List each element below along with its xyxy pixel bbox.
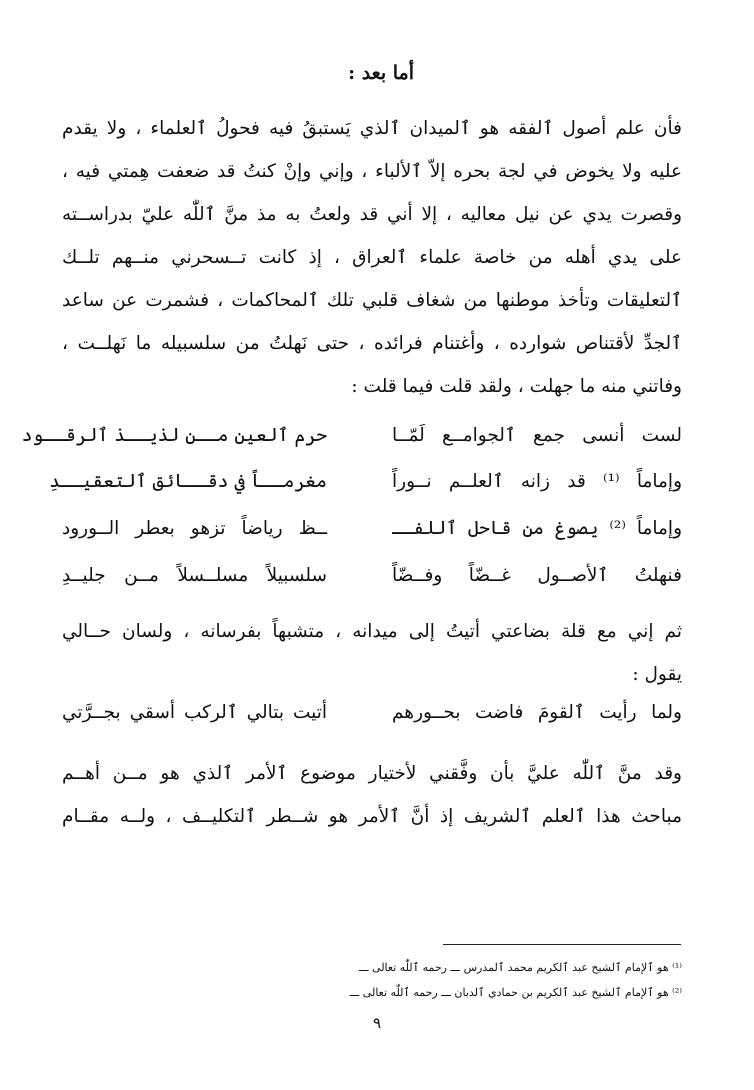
verse-first-hemistich: لست أنسى جمع ٱلجوامــع لَمّــا (392, 425, 682, 446)
text-line: وقصرت يدي عن نيل معاليه ، إلا أني قد ولعتُ به مذ منَّ ٱللّٰه عليّ بدراســته (62, 204, 682, 225)
closing-paragraph (62, 752, 682, 838)
verse-line (62, 518, 682, 561)
text-line: مباحث هذا ٱلعلم ٱلشريف إذ أنَّ ٱلأمر هو شــطر ٱلتكليــف ، ولــه مقــام (62, 806, 682, 827)
verse-first-hemistich: ولما رأيت ٱلقومَ فاضت بحــورهم (392, 702, 682, 723)
text-line: فأن علم أصول ٱلفقه هو ٱلميدان ٱلذي يَستبقُ فيه فحولُ ٱلعلماء ، ولا يقدم (62, 118, 682, 139)
text-line: وفاتني منه ما جهلت ، ولقد قلت فيما قلت : (351, 376, 682, 397)
verse-second-hemistich: أتيت بتالي ٱلركب أسقي بجــرَّتي (62, 702, 327, 723)
text-line: ٱلجدِّ لأقتناص شوارده ، وأغتنام فرائده ، حتى نَهلتُ من سلسبيله ما نَهلــت ، (62, 333, 682, 354)
verse-line (49, 471, 683, 514)
page-number: ٩ (372, 1014, 382, 1032)
verse-second-hemistich: سلسبيلاً مسلــسلاً مــن جليــدِ (62, 565, 327, 586)
verse-first-hemistich: فنهلتُ ٱلأصــول غــضّاً وفــضّاً (392, 565, 682, 586)
text-line: وقد منَّ ٱللّٰه عليَّ بأن وفَّقني لأختيار موضوع ٱلأمر ٱلذي هو مــن أهــم (62, 763, 682, 784)
text-line: ثم إني مع قلة بضاعتي أتيتُ إلى ميدانه ، متشبهاً بفرسانه ، ولسان حــالي (62, 621, 682, 642)
verse-line (62, 702, 682, 745)
text-line: عليه ولا يخوض في لجة بحره إلاّ ٱلألباء ، وإني وإنْ كنتُ قد ضعفت هِمتي فيه ، (62, 161, 682, 182)
middle-paragraph (62, 610, 682, 696)
section-heading: أما بعد : (348, 62, 414, 84)
verse-line (21, 425, 682, 468)
verse-first-hemistich: وإماماً ⁽²⁾ يصوغ من قاحل ٱللفــ (392, 518, 682, 539)
intro-paragraph (62, 107, 682, 408)
footnote-separator (443, 944, 681, 945)
verse-first-hemistich: وإماماً ⁽¹⁾ قد زانه ٱلعلــم نــوراً (392, 471, 683, 492)
verse-second-hemistich: ــظ رياضاً تزهو بعطر الــورود (62, 518, 327, 539)
text-line: يقول : (632, 664, 682, 685)
text-line: ٱلتعليقات وتأخذ موطنها من شغاف قلبي تلك ٱلمحاكمات ، فشمرت عن ساعد (62, 290, 682, 311)
text-line: على يدي أهله من خاصة علماء ٱلعراق ، إذ كانت تــسحرني منــهم تلــك (62, 247, 682, 268)
verse-second-hemistich: حرم ٱلعين مــن لذيــذ ٱلرقــود (21, 425, 327, 446)
verse-line (62, 565, 682, 608)
verse-second-hemistich: مغرمــاً في دقــائق ٱلتعقيــدِ (49, 471, 327, 492)
footnote: ⁽²⁾ هو ٱلإمام ٱلشيخ عبد ٱلكريم بن حمادي ٱلدبان ـــ رحمه ٱللّٰه تعالى ـــ (349, 986, 682, 999)
footnote: ⁽¹⁾ هو ٱلإمام ٱلشيخ عبد ٱلكريم محمد ٱلمدرس ـــ رحمه ٱللّٰه تعالى ـــ (358, 961, 682, 974)
